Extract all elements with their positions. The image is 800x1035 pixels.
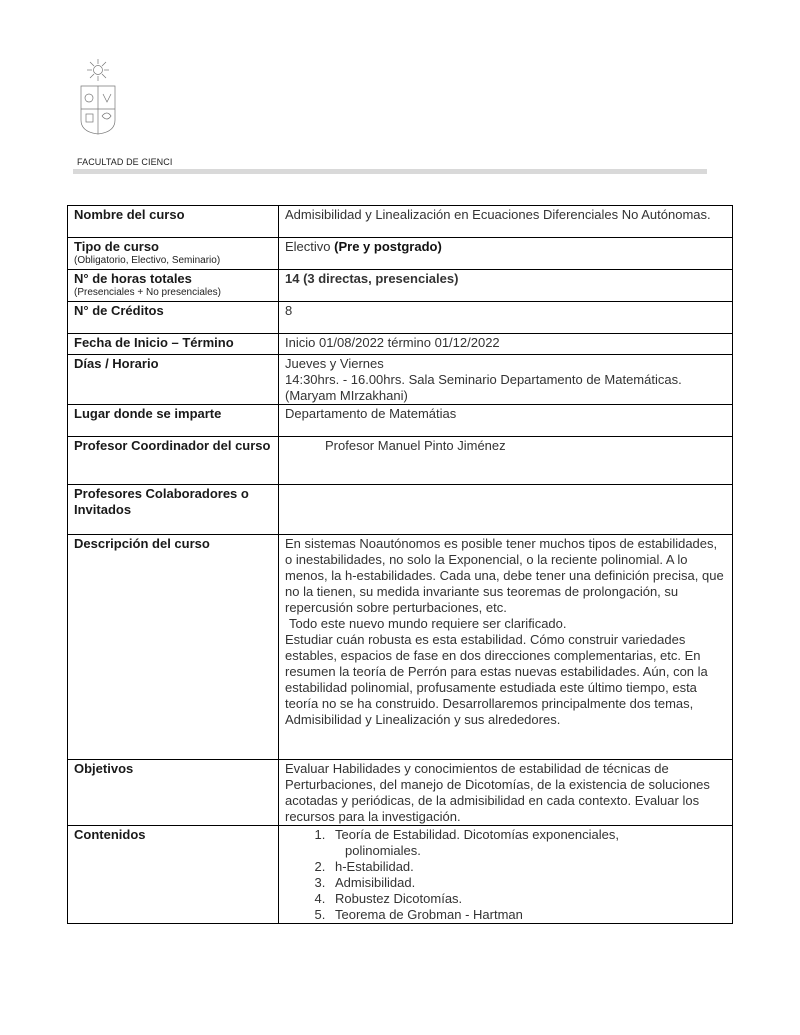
row-label: [68, 206, 279, 238]
row-label: [68, 238, 279, 270]
list-item: [329, 891, 726, 907]
collaborators-value: [279, 485, 733, 535]
row-label: [68, 535, 279, 760]
list-item-text: Teorema de Grobman - Hartman: [335, 907, 523, 922]
table-row: [68, 206, 733, 238]
credits-value: 8: [279, 302, 733, 334]
row-label: [68, 405, 279, 437]
label-subtext: (Obligatorio, Electivo, Seminario): [74, 255, 221, 266]
row-label: [68, 760, 279, 826]
sun-icon: [87, 59, 109, 81]
list-item: [329, 875, 726, 891]
label-text: N° de horas totales: [74, 271, 192, 286]
label-text: Nombre del curso: [74, 207, 185, 222]
faculty-name: FACULTAD DE CIENCI: [77, 157, 173, 167]
list-item: [329, 859, 726, 875]
table-row: [68, 405, 733, 437]
list-item-text: Admisibilidad.: [335, 875, 416, 890]
description-value: [279, 535, 733, 760]
row-label: [68, 826, 279, 924]
table-row: [68, 238, 733, 270]
label-text: Objetivos: [74, 761, 134, 776]
schedule-days: Jueves y Viernes: [285, 356, 384, 371]
table-row: [68, 355, 733, 405]
shield-icon: [81, 86, 115, 134]
description-paragraph: Todo este nuevo mundo requiere ser clarificado.: [289, 616, 567, 631]
label-text: Tipo de curso: [74, 239, 159, 254]
label-text: Contenidos: [74, 827, 146, 842]
table-row: [68, 826, 733, 924]
schedule-value: [279, 355, 733, 405]
label-text: Descripción del curso: [74, 536, 210, 551]
label-text: N° de Créditos: [74, 303, 164, 318]
course-type-text: Electivo: [285, 239, 331, 254]
list-item-continuation: polinomiales.: [345, 843, 421, 858]
table-row: [68, 437, 733, 485]
list-item-text: Teoría de Estabilidad. Dicotomías exponenciales,: [335, 827, 619, 842]
coordinator-value: [279, 437, 733, 485]
label-text: Fecha de Inicio – Término: [74, 335, 234, 350]
total-hours-value: 14 (3 directas, presenciales): [279, 270, 733, 302]
table-row: [68, 334, 733, 355]
row-label: [68, 485, 279, 535]
schedule-hours: 14:30hrs. - 16.00hrs. Sala Seminario Departamento de Matemáticas. (Maryam MIrzakhani): [285, 372, 682, 403]
objectives-value: Evaluar Habilidades y conocimientos de estabilidad de técnicas de Perturbaciones, del manejo de Dicotomías, de la existencia de soluciones acotadas y periódicas, de la admisibilidad en cada contexto. Evaluar los recursos para la investigación.: [279, 760, 733, 826]
header-divider: [73, 169, 707, 174]
table-row: [68, 760, 733, 826]
coordinator-name: Profesor Manuel Pinto Jiménez: [325, 438, 506, 453]
list-item: [329, 907, 726, 923]
row-label: [68, 270, 279, 302]
description-paragraph: En sistemas Noautónomos es posible tener muchos tipos de estabilidades, o inestabilidades, no solo la Exponencial, o la reciente polinomial. A lo menos, la h-estabilidades. Cada una, debe tener una definición precisa, que no la tienen, su medida invariante sus teoremas de prolongación, su repercusión sobre perturbaciones, etc.: [285, 536, 724, 615]
course-info-table: [67, 205, 733, 924]
row-label: [68, 355, 279, 405]
description-paragraph: Estudiar cuán robusta es esta estabilidad. Cómo construir variedades estables, espacios de fase en dos direcciones complementarias, etc. En resumen la teoría de Perrón para estas nuevas estabilidades. Aún, con la estabilidad polinomial, profusamente estudiada este último tiempo, esta teoría no se ha construido. Desarrollaremos principalmente dos temas, Admisibilidad y Linealización y sus alrededores.: [285, 632, 708, 727]
list-item: [329, 827, 726, 859]
table-row: [68, 270, 733, 302]
row-label: [68, 437, 279, 485]
list-item-text: h-Estabilidad.: [335, 859, 414, 874]
course-type-level: (Pre y postgrado): [334, 239, 442, 254]
label-subtext: (Presenciales + No presenciales): [74, 287, 222, 298]
dates-value: Inicio 01/08/2022 término 01/12/2022: [279, 334, 733, 355]
label-text: Lugar donde se imparte: [74, 406, 222, 421]
label-text: Profesor Coordinador del curso: [74, 438, 271, 453]
label-text: Días / Horario: [74, 356, 159, 371]
table-row: [68, 485, 733, 535]
row-label: [68, 334, 279, 355]
contents-value: [279, 826, 733, 924]
list-item-text: Robustez Dicotomías.: [335, 891, 463, 906]
course-name-value: Admisibilidad y Linealización en Ecuaciones Diferenciales No Autónomas.: [279, 206, 733, 238]
location-value: Departamento de Matemátias: [279, 405, 733, 437]
contents-list: [285, 827, 726, 923]
table-row: [68, 302, 733, 334]
label-text: Profesores Colaboradores o Invitados: [74, 486, 249, 517]
course-type-value: [279, 238, 733, 270]
university-seal-logo: [78, 56, 118, 136]
row-label: [68, 302, 279, 334]
table-row: [68, 535, 733, 760]
